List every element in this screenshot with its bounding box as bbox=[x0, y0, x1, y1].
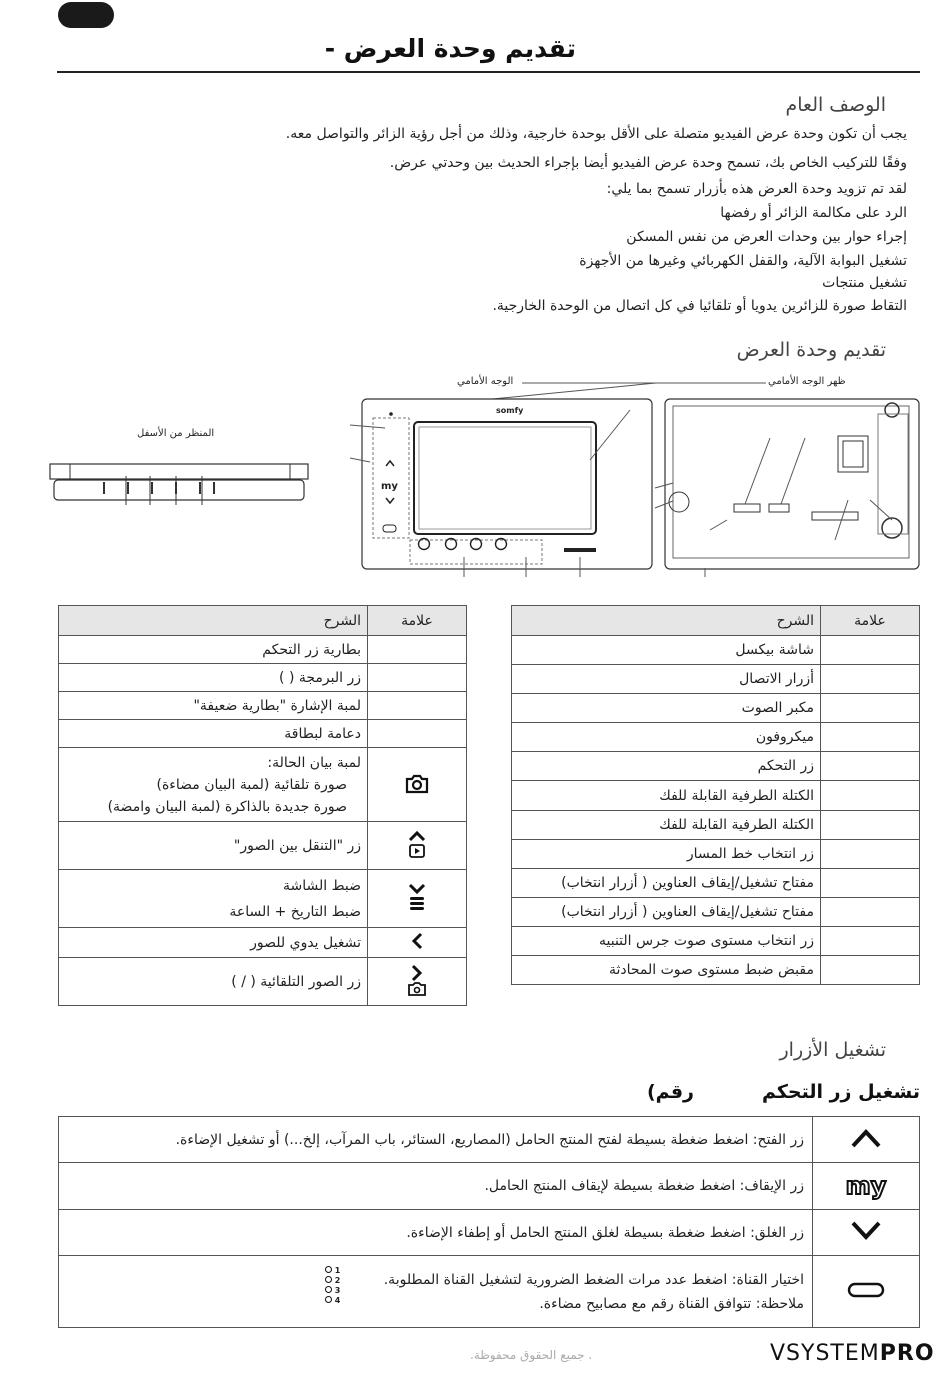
row-desc: الكتلة الطرفية القابلة للفك bbox=[512, 810, 821, 839]
general-paragraph-3: لقد تم تزويد وحدة العرض هذه بأزرار تسمح بما يلي: bbox=[606, 181, 907, 197]
row-desc: دعامة لبطاقة bbox=[59, 720, 368, 748]
back-view-label: ظهر الوجه الأمامي bbox=[768, 376, 846, 387]
table-row bbox=[59, 692, 467, 720]
table-row bbox=[512, 868, 920, 897]
front-view-drawing bbox=[350, 399, 652, 577]
chevron-left-icon bbox=[368, 928, 467, 958]
row-desc: أزرار الاتصال bbox=[512, 665, 821, 694]
table-row bbox=[59, 1256, 920, 1328]
table-row bbox=[59, 958, 467, 1006]
row-mark bbox=[821, 665, 920, 694]
settings-down-icon bbox=[368, 870, 467, 928]
feature-list-item: تشغيل منتجات bbox=[822, 275, 907, 291]
row-mark bbox=[821, 781, 920, 810]
operation-heading: تشغيل الأزرار bbox=[779, 1039, 886, 1061]
row-mark bbox=[821, 956, 920, 985]
page-title: تقديم وحدة العرض - bbox=[324, 34, 576, 63]
row-desc: صورة جديدة بالذاكرة (لمبة البيان وامضة) bbox=[107, 798, 347, 815]
feature-list-item: تشغيل البوابة الآلية، والقفل الكهربائي وغيرها من الأجهزة bbox=[579, 253, 907, 269]
row-desc: تشغيل يدوي للصور bbox=[59, 928, 368, 958]
row-mark bbox=[821, 810, 920, 839]
row-desc: زر الصور التلقائية ( / ) bbox=[59, 958, 368, 1006]
table-row bbox=[512, 665, 920, 694]
number-subheading: رقم) bbox=[647, 1081, 694, 1103]
chevron-up-icon bbox=[813, 1117, 920, 1163]
row-mark bbox=[821, 926, 920, 955]
row-mark bbox=[821, 723, 920, 752]
back-view-drawing bbox=[655, 399, 919, 577]
auto-photo-icon bbox=[368, 958, 467, 1006]
channel-indicator-lights: 1 2 3 4 bbox=[325, 1266, 340, 1306]
table-row bbox=[59, 870, 467, 928]
col-desc-header: الشرح bbox=[59, 606, 368, 636]
feature-list-item: الرد على مكالمة الزائر أو رفضها bbox=[720, 205, 907, 221]
device-diagram bbox=[0, 370, 950, 585]
control-subheading: تشغيل زر التحكم bbox=[761, 1081, 920, 1103]
row-desc: ملاحظة: تتوافق القناة رقم مع مصابيح مضاءة. bbox=[539, 1295, 804, 1312]
row-desc: مكبر الصوت bbox=[512, 694, 821, 723]
photo-navigation-icon bbox=[368, 822, 467, 870]
row-desc: مفتاح تشغيل/إيقاف العناوين ( أزرار انتخاب) bbox=[512, 868, 821, 897]
brand-logo: somfy bbox=[496, 406, 524, 415]
table-row bbox=[512, 810, 920, 839]
table-row bbox=[512, 694, 920, 723]
select-button-icon bbox=[813, 1256, 920, 1328]
row-desc: صورة تلقائية (لمبة البيان مضاءة) bbox=[156, 776, 347, 793]
page-tab-marker bbox=[58, 2, 114, 28]
table-row bbox=[59, 822, 467, 870]
col-mark-header: علامة bbox=[368, 606, 467, 636]
row-desc: زر انتخاب مستوى صوت جرس التنبيه bbox=[512, 926, 821, 955]
row-mark bbox=[821, 694, 920, 723]
row-desc: مقبض ضبط مستوى صوت المحادثة bbox=[512, 956, 821, 985]
table-row bbox=[59, 928, 467, 958]
row-desc: بطارية زر التحكم bbox=[59, 636, 368, 664]
front-view-label: الوجه الأمامي bbox=[457, 376, 514, 387]
right-parts-table bbox=[511, 605, 920, 985]
row-desc: زر الغلق: اضغط ضغطة بسيطة لغلق المنتج الحامل أو إطفاء الإضاءة. bbox=[59, 1210, 813, 1256]
table-row bbox=[512, 926, 920, 955]
left-parts-table bbox=[58, 605, 467, 1006]
row-desc: اختيار القناة: اضغط عدد مرات الضغط الضرورية لتشغيل القناة المطلوبة. bbox=[383, 1271, 804, 1288]
general-paragraph-1: يجب أن تكون وحدة عرض الفيديو متصلة على الأقل بوحدة خارجية، وذلك من أجل رؤية الزائر والتواصل معه. bbox=[285, 126, 907, 142]
table-row bbox=[512, 781, 920, 810]
right-table-body bbox=[512, 636, 920, 985]
table-row bbox=[59, 720, 467, 748]
table-row bbox=[512, 839, 920, 868]
table-row bbox=[59, 748, 467, 822]
row-mark bbox=[821, 636, 920, 665]
table-row bbox=[59, 1210, 920, 1256]
footer-rights: . جميع الحقوق محفوظة. bbox=[470, 1348, 593, 1362]
my-key-label: my bbox=[381, 481, 398, 492]
table-row bbox=[59, 1163, 920, 1210]
general-paragraph-2: وفقًا للتركيب الخاص بك، تسمح وحدة عرض الفيديو أيضا بإجراء الحديث بين وحدتي عرض. bbox=[389, 155, 907, 171]
table-row bbox=[512, 897, 920, 926]
feature-list-item: التقاط صورة للزائرين يدويا أو تلقائيا في كل اتصال من الوحدة الخارجية. bbox=[492, 298, 907, 314]
col-desc-header: الشرح bbox=[512, 606, 821, 636]
table-row bbox=[512, 723, 920, 752]
row-desc: زر البرمجة ( ) bbox=[59, 664, 368, 692]
table-row bbox=[59, 636, 467, 664]
col-mark-header: علامة bbox=[821, 606, 920, 636]
general-heading: الوصف العام bbox=[785, 94, 886, 116]
table-row bbox=[512, 636, 920, 665]
row-desc: لمبة الإشارة "بطارية ضعيفة" bbox=[59, 692, 368, 720]
feature-list-item: إجراء حوار بين وحدات العرض من نفس المسكن bbox=[626, 229, 907, 245]
row-desc: زر "التنقل بين الصور" bbox=[59, 822, 368, 870]
operation-table bbox=[58, 1116, 920, 1328]
my-icon: my bbox=[813, 1163, 920, 1210]
row-desc: ضبط الشاشة bbox=[283, 877, 361, 894]
bottom-view-label: المنظر من الأسفل bbox=[137, 428, 215, 439]
chevron-down-icon bbox=[813, 1210, 920, 1256]
row-mark bbox=[821, 868, 920, 897]
row-desc: الكتلة الطرفية القابلة للفك bbox=[512, 781, 821, 810]
row-desc: زر الإيقاف: اضغط ضغطة بسيطة لإيقاف المنتج الحامل. bbox=[59, 1163, 813, 1210]
row-desc: لمبة بيان الحالة: bbox=[267, 754, 361, 771]
title-divider bbox=[57, 71, 920, 73]
presentation-heading: تقديم وحدة العرض bbox=[736, 339, 886, 361]
row-desc: زر انتخاب خط المسار bbox=[512, 839, 821, 868]
bottom-view-drawing bbox=[50, 464, 308, 505]
row-desc: زر الفتح: اضغط ضغطة بسيطة لفتح المنتج الحامل (المصاريع، الستائر، باب المرآب، إلخ...) أو تشغيل الإضاءة. bbox=[59, 1117, 813, 1163]
row-desc: شاشة بيكسل bbox=[512, 636, 821, 665]
row-desc: زر التحكم bbox=[512, 752, 821, 781]
row-desc: مفتاح تشغيل/إيقاف العناوين ( أزرار انتخاب) bbox=[512, 897, 821, 926]
row-mark bbox=[821, 839, 920, 868]
table-row bbox=[512, 956, 920, 985]
footer-brand: VSYSTEMPRO bbox=[770, 1341, 935, 1366]
table-row bbox=[59, 1117, 920, 1163]
row-mark bbox=[821, 897, 920, 926]
table-row bbox=[512, 752, 920, 781]
row-mark bbox=[821, 752, 920, 781]
table-row bbox=[59, 664, 467, 692]
row-desc: ضبط التاريخ + الساعة bbox=[229, 903, 361, 920]
row-desc: ميكروفون bbox=[512, 723, 821, 752]
camera-icon bbox=[368, 748, 467, 822]
